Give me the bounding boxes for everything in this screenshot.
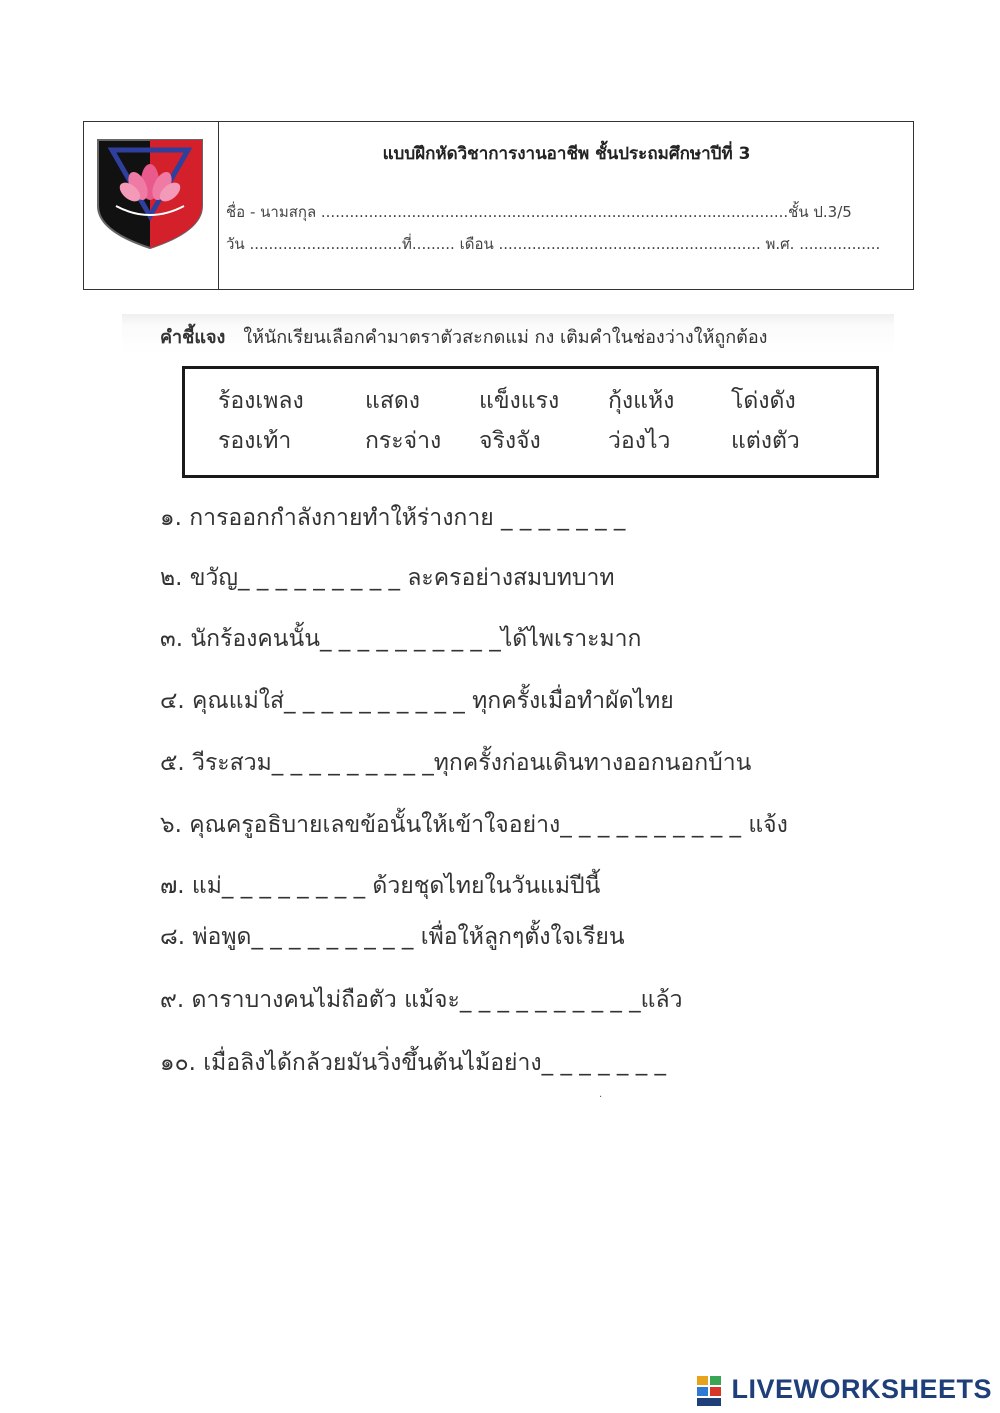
word-bank-item: โด่งดัง — [731, 388, 796, 414]
question-9[interactable]: ๙. ดาราบางคนไม่ถือตัว แม้จะ_ _ _ _ _ _ _ _ _ _แล้ว — [160, 987, 683, 1013]
question-1[interactable]: ๑. การออกกำลังกายทำให้ร่างกาย _ _ _ _ _ _ _ — [160, 505, 626, 531]
header-box — [83, 121, 914, 290]
liveworksheets-logo-icon — [697, 1376, 721, 1406]
name-class-line: ชื่อ - นามสกุล ..................................................................................................ชั้น ป.3/5 — [226, 203, 852, 221]
word-bank-item: ว่องไว — [608, 428, 671, 454]
school-emblem-icon — [94, 136, 206, 252]
question-2[interactable]: ๒. ขวัญ_ _ _ _ _ _ _ _ _ ละครอย่างสมบทบาท — [160, 565, 615, 591]
question-7[interactable]: ๗. แม่_ _ _ _ _ _ _ _ ด้วยชุดไทยในวันแม่ปีนี้ — [160, 873, 601, 899]
word-bank-item: แข็งแรง — [479, 388, 560, 414]
instruction — [160, 322, 767, 351]
question-8[interactable]: ๘. พ่อพูด_ _ _ _ _ _ _ _ _ เพื่อให้ลูกๆตั้งใจเรียน — [160, 924, 625, 950]
word-bank-item: แต่งตัว — [731, 428, 800, 454]
question-4[interactable]: ๔. คุณแม่ใส่_ _ _ _ _ _ _ _ _ _ ทุกครั้งเมื่อทำผัดไทย — [160, 688, 674, 714]
word-bank-item: กุ้งแห้ง — [608, 388, 675, 414]
question-10[interactable]: ๑๐. เมื่อลิงได้กล้วยมันวิ่งขึ้นต้นไม้อย่าง_ _ _ _ _ _ _ — [160, 1050, 666, 1076]
page-title: แบบฝึกหัดวิชาการงานอาชีพ ชั้นประถมศึกษาปีที่ 3 — [382, 144, 751, 164]
liveworksheets-brand[interactable]: LIVEWORKSHEETS — [731, 1374, 992, 1404]
instruction-text: ให้นักเรียนเลือกคำมาตราตัวสะกดแม่ กง เติมคำในช่องว่างให้ถูกต้อง — [243, 327, 768, 348]
stray-mark: · — [599, 1092, 603, 1103]
word-bank-item: ร้องเพลง — [218, 388, 304, 414]
question-5[interactable]: ๕. วีระสวม_ _ _ _ _ _ _ _ _ทุกครั้งก่อนเดินทางออกนอกบ้าน — [160, 750, 752, 776]
question-3[interactable]: ๓. นักร้องคนนั้น_ _ _ _ _ _ _ _ _ _ได้ไพเราะมาก — [160, 626, 642, 652]
word-bank-item: กระจ่าง — [365, 428, 442, 454]
word-bank — [182, 366, 879, 478]
word-bank-item: จริงจัง — [479, 428, 541, 454]
word-bank-item: รองเท้า — [218, 428, 292, 454]
question-6[interactable]: ๖. คุณครูอธิบายเลขข้อนั้นให้เข้าใจอย่าง_ _ _ _ _ _ _ _ _ _ แจ้ง — [160, 812, 788, 838]
instruction-label: คำชี้แจง — [160, 327, 226, 348]
word-bank-item: แสดง — [365, 388, 421, 414]
logo-cell — [84, 122, 219, 289]
date-line: วัน ................................ที่......... เดือน ....................................................... พ.ศ. ................. — [226, 235, 881, 253]
